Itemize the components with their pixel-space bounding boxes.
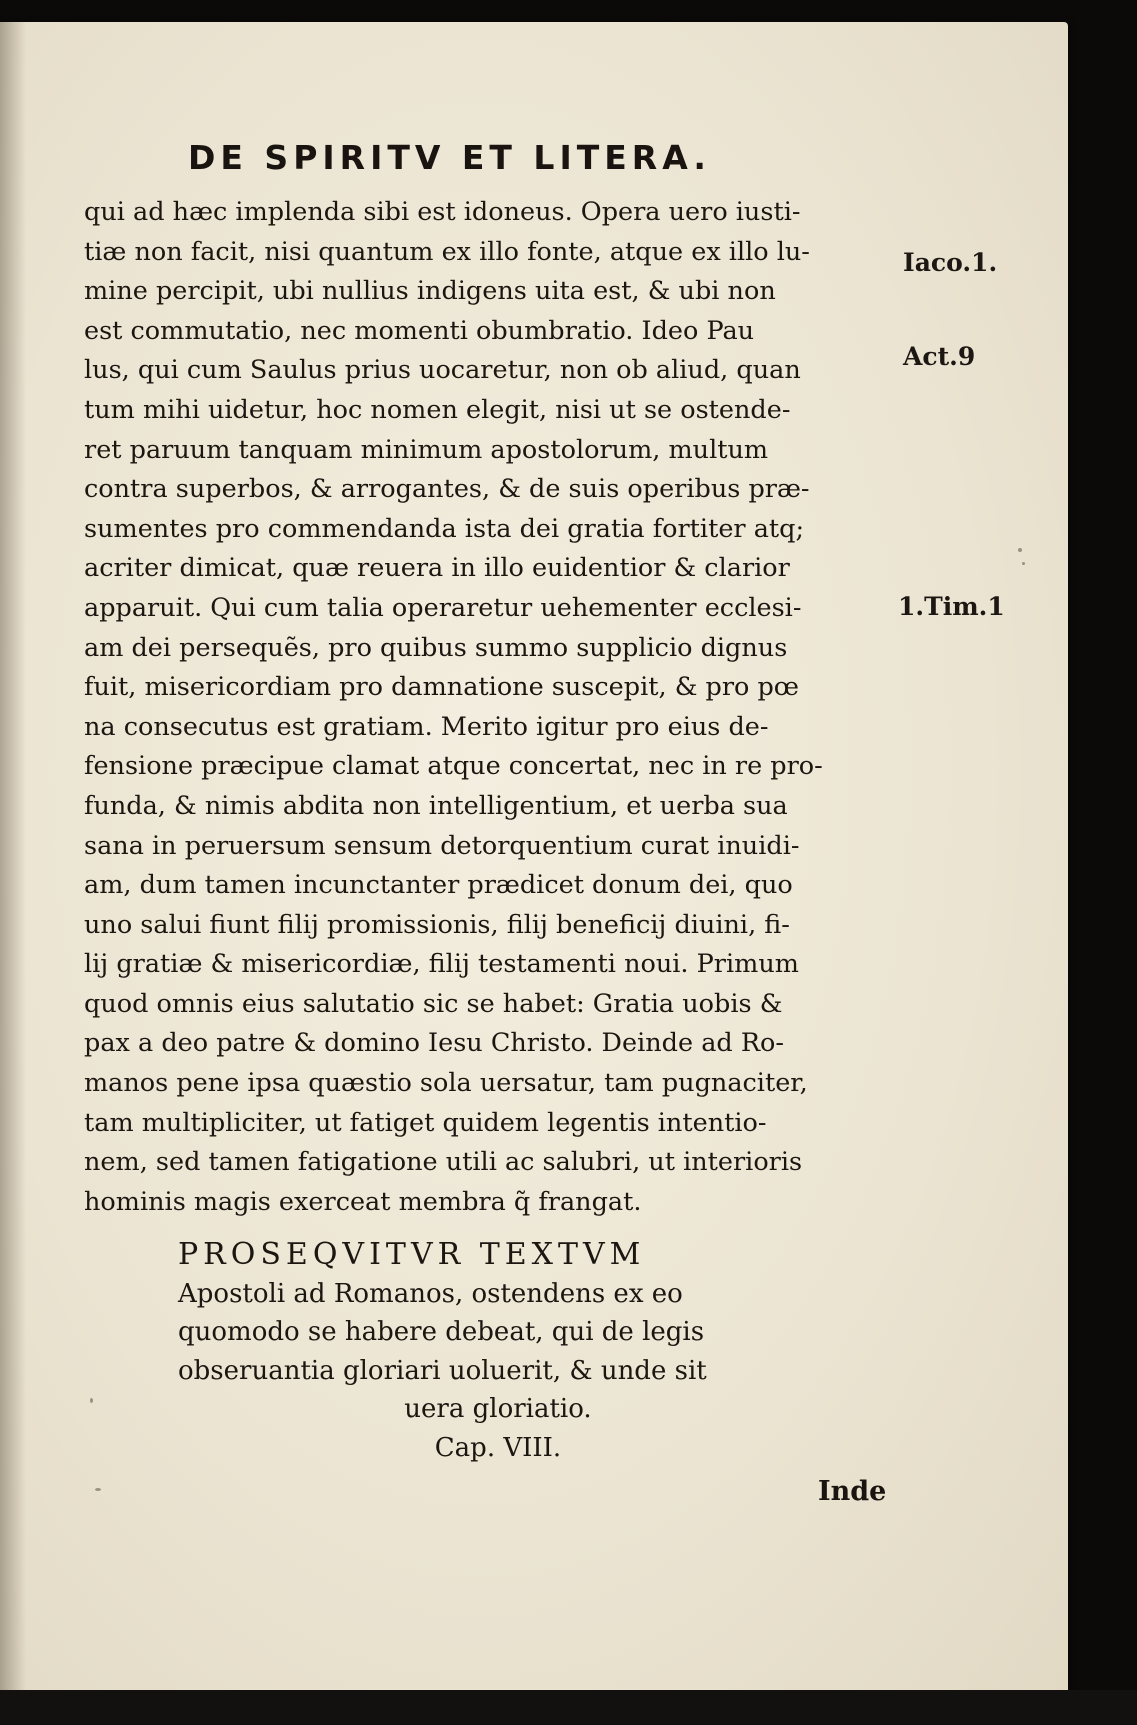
body-text (84, 193, 894, 1222)
body-line: ret paruum tanquam minimum apostolorum, multum (84, 434, 769, 465)
chapter-heading-line: obseruantia gloriari uoluerit, & unde sit (178, 1355, 707, 1386)
chapter-number: Cap. VIII. (434, 1432, 562, 1463)
paper-speck (90, 1398, 93, 1403)
paper-speck (1022, 562, 1025, 565)
body-line: qui ad hæc implenda sibi est idoneus. Opera uero iusti- (84, 197, 801, 227)
body-line: apparuit. Qui cum talia operaretur uehementer ecclesi- (84, 592, 802, 623)
paper-speck (95, 1488, 101, 1491)
body-line: tam multipliciter, ut fatiget quidem legentis intentio- (84, 1107, 767, 1138)
body-line: lus, qui cum Saulus prius uocaretur, non ob aliud, quan (84, 355, 801, 386)
chapter-heading-line: Apostoli ad Romanos, ostendens ex eo (178, 1278, 683, 1309)
margin-note-tim: 1.Tim.1 (898, 592, 1005, 621)
body-line: quod omnis eius salutatio sic se habet: Gratia uobis & (84, 988, 783, 1019)
running-head: DE SPIRITV ET LITERA. (188, 138, 711, 177)
margin-note-iaco: Iaco.1. (903, 248, 998, 277)
page-bottom-background (0, 1690, 1137, 1725)
body-line: tiæ non facit, nisi quantum ex illo fonte, atque ex illo lu- (84, 236, 810, 267)
body-line: mine percipit, ubi nullius indigens uita est, & ubi non (84, 276, 776, 307)
body-line: uno salui fiunt filij promissionis, filij beneficij diuini, fi- (84, 909, 790, 940)
chapter-heading-line: uera gloriatio. (404, 1394, 592, 1424)
body-line: am, dum tamen incunctanter prædicet donum dei, quo (84, 870, 793, 901)
body-line: sumentes pro commendanda ista dei gratia fortiter atq; (84, 513, 805, 544)
margin-note-act: Act.9 (903, 342, 976, 371)
body-line: sana in peruersum sensum detorquentium curat inuidi- (84, 830, 800, 861)
body-line: fensione præcipue clamat atque concertat, nec in re pro- (84, 751, 823, 782)
body-line: lij gratiæ & misericordiæ, filij testamenti noui. Primum (84, 949, 799, 980)
chapter-heading-title: PROSEQVITVR TEXTVM (178, 1237, 646, 1272)
body-line: acriter dimicat, quæ reuera in illo euidentior & clarior (84, 553, 790, 584)
chapter-heading-line: quomodo se habere debeat, qui de legis (178, 1317, 705, 1347)
body-line: pax a deo patre & domino Iesu Christo. Deinde ad Ro- (84, 1028, 784, 1059)
catchword: Inde (818, 1476, 887, 1507)
chapter-heading (178, 1236, 818, 1467)
body-line: na consecutus est gratiam. Merito igitur pro eius de- (84, 711, 769, 742)
spine-shadow (0, 22, 26, 1690)
body-line: funda, & nimis abdita non intelligentium, et uerba sua (84, 790, 788, 821)
body-line: hominis magis exerceat membra q̃ frangat. (84, 1186, 642, 1217)
paper-speck (1018, 548, 1022, 552)
body-line: contra superbos, & arrogantes, & de suis operibus præ- (84, 474, 810, 505)
body-line: fuit, misericordiam pro damnatione suscepit, & pro pœ (84, 672, 800, 703)
body-line: est commutatio, nec momenti obumbratio. Ideo Pau (84, 315, 755, 346)
body-line: am dei persequẽs, pro quibus summo supplicio dignus (84, 632, 788, 663)
body-line: tum mihi uidetur, hoc nomen elegit, nisi ut se ostende- (84, 394, 791, 425)
body-line: nem, sed tamen fatigatione utili ac salubri, ut interioris (84, 1147, 803, 1178)
body-line: manos pene ipsa quæstio sola uersatur, tam pugnaciter, (84, 1068, 808, 1099)
